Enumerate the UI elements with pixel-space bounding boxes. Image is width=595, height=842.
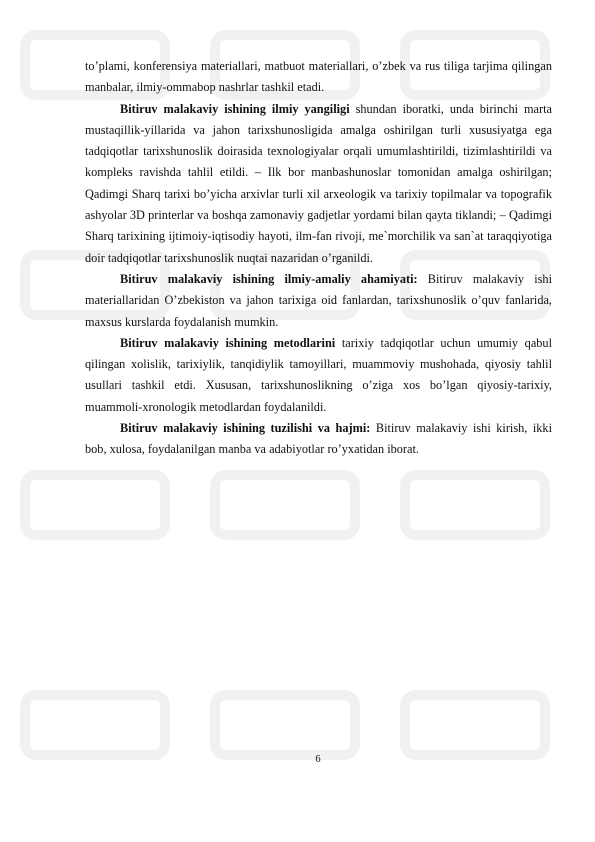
watermark-tile (20, 470, 170, 540)
paragraph-continuation (85, 56, 552, 99)
paragraph-heading: Bitiruv malakaviy ishining ilmiy-amaliy ahamiyati: (120, 271, 418, 286)
paragraph-practical-significance (85, 269, 552, 333)
paragraph-scientific-novelty (85, 99, 552, 269)
watermark-tile (20, 690, 170, 760)
paragraph-text: Bitiruv malakaviy ishi materiallaridan O’zbekiston va jahon tarixiga oid fanlardan, tarixshunoslik o’quv fanlarida, maxsus kurslarda foydalanish mumkin. (85, 271, 552, 329)
paragraph-text: to’plami, konferensiya materiallari, matbuot materiallari, o’zbek va rus tiliga tarjima qilingan manbalar, ilmiy-ommabop nashrlar tashkil etadi. (85, 59, 552, 95)
paragraph-text: tarixiy tadqiqotlar uchun umumiy qabul qilingan xolislik, tarixiylik, tanqidiylik tamoyillari, muammoviy mushohada, qiyosiy tahlil usullari tashkil etdi. Xususan, tarixshunoslikning o’ziga xos bo’lgan qiyosiy-tarixiy, muammoli-xronologik metodlardan foydalanildi. (85, 335, 552, 414)
paragraph-text: shundan iboratki, unda birinchi marta mustaqillik-yillarida va jahon tarixshunosligida amalga oshirilgan turli xususiyatga ega tadqiqotlar tarixshunoslik doirasida texnologiyalar orqali umumlashtirildi, tizimlashtirildi va kompleks ravishda tahlil etildi. – Ilk bor manbashunoslar tomonidan amalga oshirilgan; Qadimgi Sharq tarixi bo’yicha arxivlar turli xil arxeologik va tarixiy topilmalar va topografik ashyolar 3D printerlar va boshqa zamonaviy gadjetlar yordami bilan qayta tiklandi; – Qadimgi Sharq tarixining ijtimoiy-iqtisodiy hayoti, ilm-fan rivoji, me`morchilik va san`at taraqqiyotiga doir tadqiqotlar tarixshunoslik nuqtai nazaridan o’rganildi. (85, 101, 552, 265)
paragraph-heading: Bitiruv malakaviy ishining ilmiy yangiligi (120, 101, 350, 116)
watermark-tile (210, 470, 360, 540)
watermark-tile (400, 470, 550, 540)
paragraph-structure (85, 418, 552, 461)
watermark-tile (210, 690, 360, 760)
body-text (85, 56, 552, 461)
paragraph-heading: Bitiruv malakaviy ishining tuzilishi va hajmi: (120, 421, 371, 436)
paragraph-text: Bitiruv malakaviy ishi kirish, ikki bob, xulosa, foydalanilgan manba va adabiyotlar ro’yxatidan iborat. (85, 421, 552, 457)
watermark-tile (400, 690, 550, 760)
page-number: 6 (315, 754, 321, 765)
paragraph-methods (85, 333, 552, 418)
paragraph-heading: Bitiruv malakaviy ishining metodlarini (120, 335, 336, 350)
